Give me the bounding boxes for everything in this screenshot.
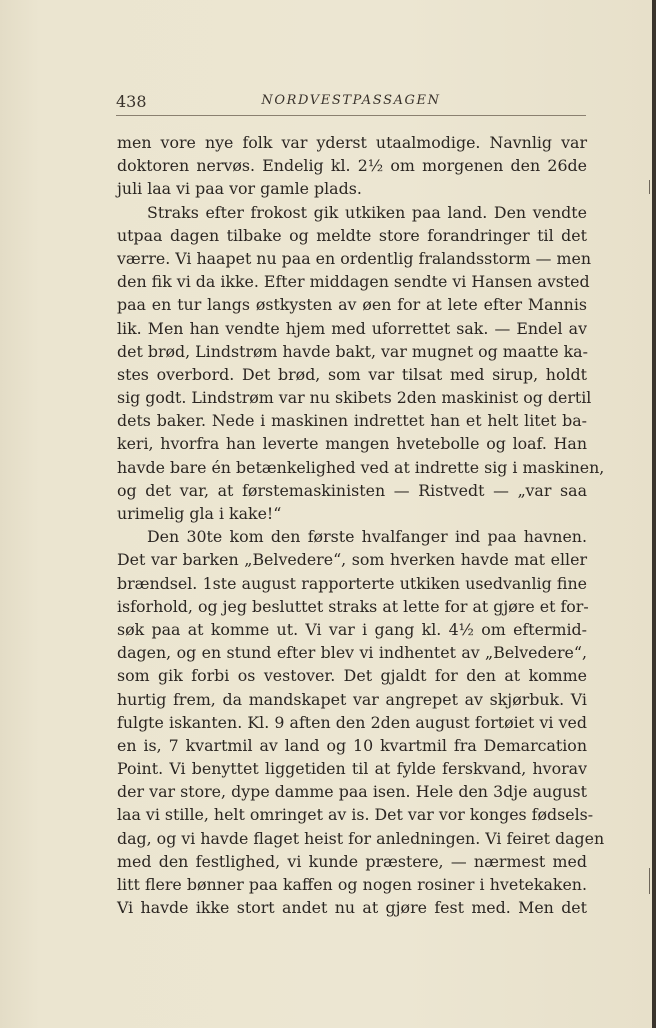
text-line: utpaa dagen tilbake og meldte store forandringer til det (117, 225, 587, 245)
text-line: juli laa vi paa vor gamle plads. (117, 179, 362, 199)
text-line: det brød, Lindstrøm havde bakt, var mugnet og maatte ka- (117, 341, 588, 361)
text-line: en is, 7 kvartmil av land og 10 kvartmil fra Demarcation (117, 735, 587, 755)
text-line: den fik vi da ikke. Efter middagen sendte vi Hansen avsted (117, 272, 590, 292)
text-line: Det var barken „Belvedere“, som hverken havde mat eller (117, 550, 587, 570)
text-line: dets baker. Nede i maskinen indrettet han et helt litet ba- (117, 411, 587, 431)
text-line: dag, og vi havde flaget heist for anledningen. Vi feiret dagen (117, 828, 605, 848)
text-line: værre. Vi haapet nu paa en ordentlig fralandsstorm — men (117, 248, 591, 268)
text-line: isforhold, og jeg besluttet straks at lette for at gjøre et for- (117, 596, 589, 616)
page-number: 438 (116, 92, 147, 111)
text-line: Straks efter frokost gik utkiken paa land. Den vendte (147, 202, 587, 222)
text-line: brændsel. 1ste august rapporterte utkiken usedvanlig fine (117, 573, 587, 593)
text-line: fulgte iskanten. Kl. 9 aften den 2den august fortøiet vi ved (117, 712, 587, 732)
text-line: som gik forbi os vestover. Det gjaldt for den at komme (117, 666, 587, 686)
text-line: Vi havde ikke stort andet nu at gjøre fest med. Men det (117, 898, 587, 918)
text-line: søk paa at komme ut. Vi var i gang kl. 4½ om eftermid- (117, 619, 587, 639)
text-line: Den 30te kom den første hvalfanger ind paa havnen. (147, 527, 587, 547)
text-line: Point. Vi benyttet liggetiden til at fylde ferskvand, hvorav (117, 759, 587, 779)
text-line: hurtig frem, da mandskapet var angrepet av skjørbuk. Vi (117, 689, 587, 709)
running-title: NORDVESTPASSAGEN (261, 93, 441, 108)
text-line: men vore nye folk var yderst utaalmodige. Navnlig var (117, 133, 587, 152)
page-edge-shadow (652, 0, 656, 1028)
text-line: stes overbord. Det brød, som var tilsat med sirup, holdt (117, 364, 587, 384)
text-line: doktoren nervøs. Endelig kl. 2½ om morgenen den 26de (117, 156, 587, 176)
text-line: sig godt. Lindstrøm var nu skibets 2den maskinist og dertil (117, 388, 592, 408)
text-line: laa vi stille, helt omringet av is. Det var vor konges fødsels- (117, 805, 594, 825)
text-line: keri, hvorfra han leverte mangen hvetebolle og loaf. Han (117, 434, 587, 454)
text-line: dagen, og en stund efter blev vi indhentet av „Belvedere“, (117, 643, 587, 663)
page-header (116, 92, 586, 116)
text-line: paa en tur langs østkysten av øen for at lete efter Mannis (117, 295, 587, 315)
header-rule (116, 115, 586, 116)
text-line: litt flere bønner paa kaffen og nogen rosiner i hvetekaken. (117, 875, 587, 894)
text-line: der var store, dype damme paa isen. Hele den 3dje august (117, 782, 587, 802)
text-line: urimelig gla i kake!“ (117, 504, 282, 523)
margin-mark (649, 180, 650, 194)
text-line: og det var, at førstemaskinisten — Ristvedt — „var saa (117, 480, 587, 500)
margin-mark (649, 868, 650, 894)
text-line: havde bare én betænkelighed ved at indrette sig i maskinen, (117, 457, 605, 477)
text-line: lik. Men han vendte hjem med uforrettet sak. — Endel av (117, 318, 587, 338)
body-text (117, 131, 605, 919)
text-line: med den festlighed, vi kunde præstere, — nærmest med (117, 851, 587, 871)
